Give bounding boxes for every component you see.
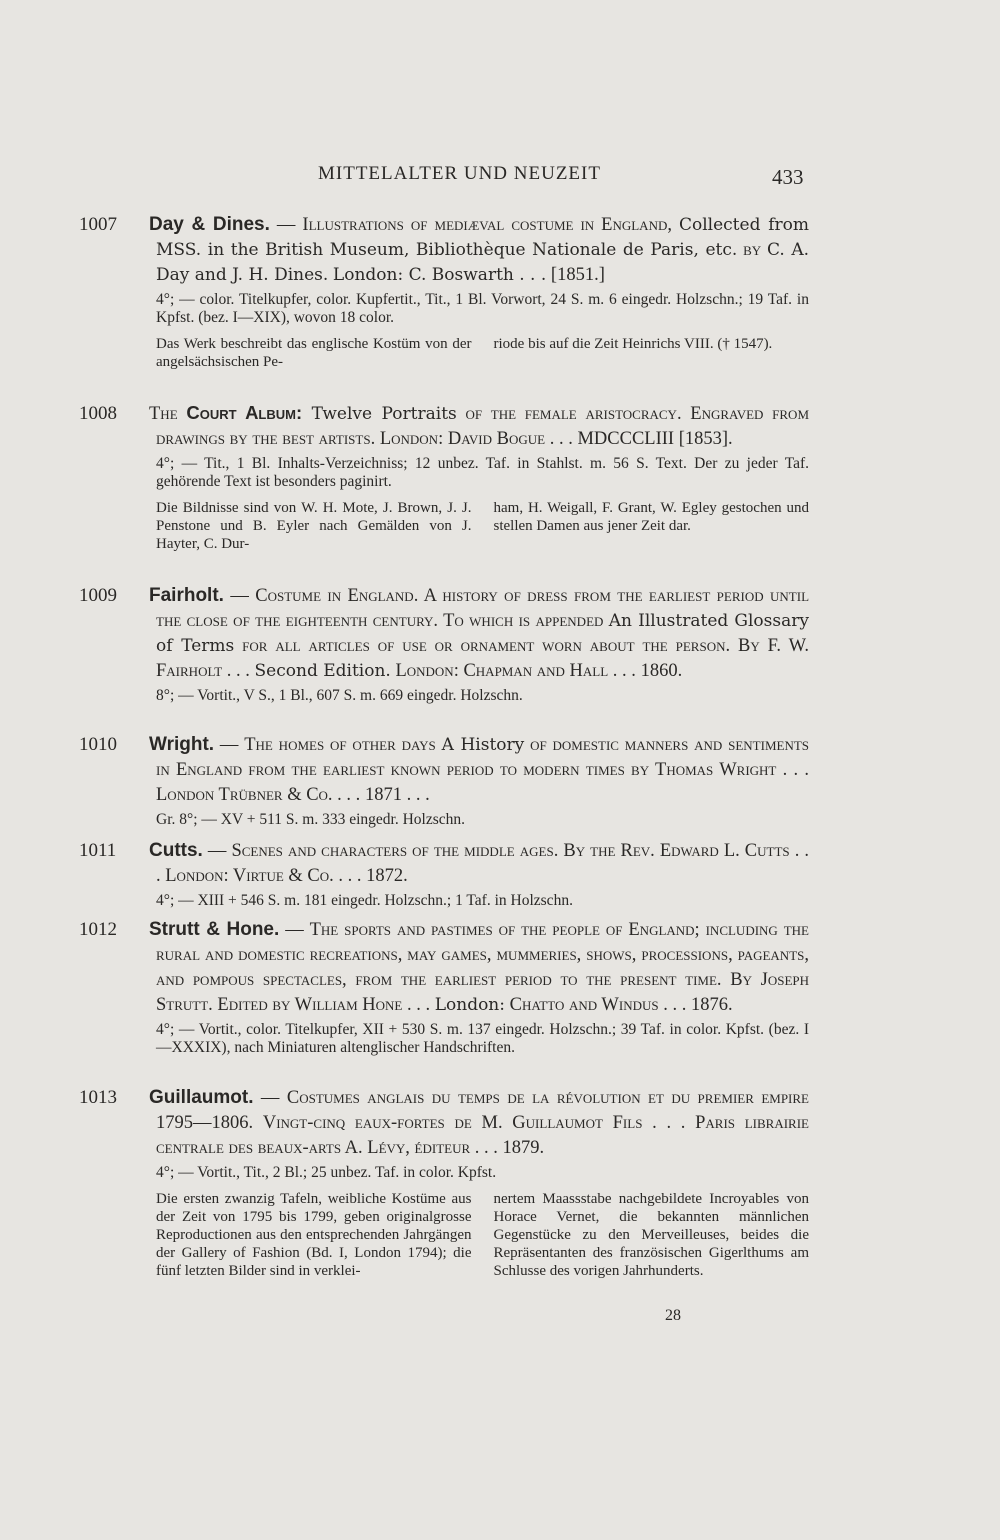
entry-number: 1013 — [79, 1087, 117, 1108]
title-segment: — — [214, 735, 245, 755]
entry-heading — [79, 838, 809, 889]
title-segment: 1860. — [640, 661, 683, 681]
entry-note — [156, 1190, 809, 1280]
entry-heading — [79, 732, 809, 808]
title-segment: London: — [434, 995, 505, 1015]
entry-collation: Gr. 8°; — XV + 511 S. m. 333 eingedr. Holzschn. — [156, 811, 465, 828]
entry-heading — [79, 212, 809, 288]
title-segment: London: Chapman and Hall . . . — [390, 661, 641, 681]
running-title: MITTELALTER UND NEUZEIT — [318, 163, 601, 184]
entry-number: 1012 — [79, 919, 117, 940]
title-segment: — — [202, 841, 232, 861]
title-segment: The — [149, 404, 187, 424]
title-segment: 1876. — [690, 995, 733, 1015]
title-segment: Chatto and Windus . . . — [505, 995, 691, 1015]
title-segment: — — [269, 215, 303, 235]
entry-number: 1008 — [79, 403, 117, 424]
title-segment: — — [279, 920, 310, 940]
title-segment: C. A. Day and J. H. Dines. — [156, 240, 810, 285]
entry-author: Day & Dines. — [149, 214, 270, 235]
entry-collation: 4°; — color. Titelkupfer, color. Kupfertit., Tit., 1 Bl. Vorwort, 24 S. m. 6 eingedr. Holzschn.; 19 Taf. in Kpfst. (bez. I—XIX), wovon 18 color. — [156, 291, 809, 326]
entry-author: Cutts. — [149, 840, 203, 861]
entry-1008 — [79, 400, 809, 553]
entry-number: 1011 — [79, 840, 117, 861]
title-segment: An Illustrated Glossary of Terms — [156, 611, 809, 656]
title-segment: Court Album: — [186, 402, 303, 423]
entry-1007 — [79, 212, 809, 371]
title-segment: for all articles of use or ornament worn about the person. By F. W. Fairholt . . . — [156, 636, 809, 681]
title-segment: Scenes and characters of the middle ages. By the Rev. Edward L. Cutts . . . London: Virtue & Co. . . . — [156, 841, 809, 886]
printer-signature: 28 — [665, 1307, 681, 1324]
entry-1012 — [79, 917, 809, 1057]
title-segment: 1879. — [502, 1138, 545, 1158]
title-segment: The sports and pastimes of the people of England; including the rural and domestic recreations, may games, mummeries, shows, processions, pageants, and pompous spectacles, from the earliest period to the present time. By Joseph Strutt. Edited by William Hone . . . — [156, 920, 809, 1015]
entry-collation: 4°; — XIII + 546 S. m. 181 eingedr. Holzschn.; 1 Taf. in Holzschn. — [156, 892, 573, 909]
note-right-column: ham, H. Weigall, F. Grant, W. Egley gestochen und stellen Damen aus jener Zeit dar. — [493, 500, 809, 534]
entry-1013 — [79, 1085, 809, 1280]
title-segment: of the female aristocracy. Engraved from drawings by the best artists. London: David Bogue . . . — [156, 404, 809, 449]
title-segment: — — [223, 586, 256, 606]
title-segment: Vingt-cinq eaux-fortes de M. Guillaumot Fils . . . Paris librairie centrale des beaux-arts A. Lévy, éditeur . . . — [156, 1113, 810, 1158]
title-segment: Costume in England. A history of dress from the earliest period until the close of the eighteenth century. To which is appended — [156, 586, 810, 631]
entry-collation: 4°; — Tit., 1 Bl. Inhalts-Verzeichniss; 12 unbez. Taf. in Stahlst. m. 56 S. Text. Der zu jeder Taf. gehörende Text ist besonders paginirt. — [156, 455, 809, 490]
entry-collation: 4°; — Vortit., color. Titelkupfer, XII + 530 S. m. 137 eingedr. Holzschn.; 39 Taf. in color. Kpfst. (bez. I—XXXIX), nach Miniaturen altenglischer Handschriften. — [156, 1021, 809, 1056]
entry-heading — [79, 400, 809, 452]
running-header — [0, 163, 1000, 193]
entry-number: 1010 — [79, 734, 117, 755]
title-segment: The homes of other days — [244, 735, 442, 755]
title-segment: 1871 . . . — [364, 785, 430, 805]
title-segment: A History — [441, 735, 525, 755]
title-segment: 1795—1806. — [156, 1113, 263, 1133]
entry-note — [156, 499, 809, 553]
title-segment: Twelve Portraits — [302, 404, 457, 424]
title-segment: of domestic manners and sentiments in England from the earliest known period to modern times by Thomas Wright . . . London Trübner & Co. . . . — [156, 735, 810, 805]
entry-author: Wright. — [149, 734, 215, 755]
entry-author: Strutt & Hone. — [149, 919, 280, 940]
entry-1009 — [79, 583, 809, 705]
entry-1011 — [79, 838, 809, 910]
note-right-column: riode bis auf die Zeit Heinrichs VIII. († 1547). — [493, 336, 773, 352]
title-segment: Costumes anglais du temps de la révolution et du premier empire — [286, 1088, 809, 1108]
entry-number: 1009 — [79, 585, 117, 606]
title-segment: Illustrations of mediæval costume in England, — [302, 215, 679, 235]
note-left-column: Die ersten zwanzig Tafeln, weibliche Kostüme aus der Zeit von 1795 bis 1799, geben originalgrosse Reproductionen aus den entsprechenden Jahrgängen der Gallery of Fashion (Bd. I, London 1794); die fünf letzten Bilder sind in verklei- — [156, 1191, 472, 1279]
page-number: 433 — [772, 165, 804, 189]
entry-author: Fairholt. — [149, 585, 224, 606]
entry-1010 — [79, 732, 809, 829]
entry-heading — [79, 1085, 809, 1161]
entry-heading — [79, 583, 809, 684]
entry-number: 1007 — [79, 214, 117, 235]
note-left-column: Die Bildnisse sind von W. H. Mote, J. Brown, J. J. Penstone und B. Eyler nach Gemälden von J. Hayter, C. Dur- — [156, 500, 472, 552]
title-segment: — — [253, 1088, 287, 1108]
note-right-column: nertem Maassstabe nachgebildete Incroyables von Horace Vernet, die bekannten männlichen Gegenstücke zu den Merveilleuses, beides die Repräsentanten des französischen Gigerlthums am Schlusse des vorigen Jahrhunderts. — [493, 1191, 809, 1279]
entry-collation: 8°; — Vortit., V S., 1 Bl., 607 S. m. 669 eingedr. Holzschn. — [156, 687, 523, 704]
title-segment: MDCCCLIII [1853]. — [577, 429, 733, 449]
entry-collation: 4°; — Vortit., Tit., 2 Bl.; 25 unbez. Taf. in color. Kpfst. — [156, 1164, 497, 1181]
title-segment: [1851.] — [546, 265, 605, 285]
title-segment: London: C. Boswarth . . . — [332, 265, 547, 285]
title-segment: 1872. — [366, 866, 408, 886]
title-segment: Second Edition. — [254, 661, 391, 681]
title-segment: by — [737, 240, 767, 260]
title-segment: Collected from MSS. in the British Museum, Bibliothèque Nationale de Paris, etc. — [156, 215, 810, 260]
entry-heading — [79, 917, 809, 1018]
note-left-column: Das Werk beschreibt das englische Kostüm von der angelsächsischen Pe- — [156, 336, 472, 370]
entry-author: Guillaumot. — [149, 1087, 254, 1108]
entry-note — [156, 335, 809, 371]
